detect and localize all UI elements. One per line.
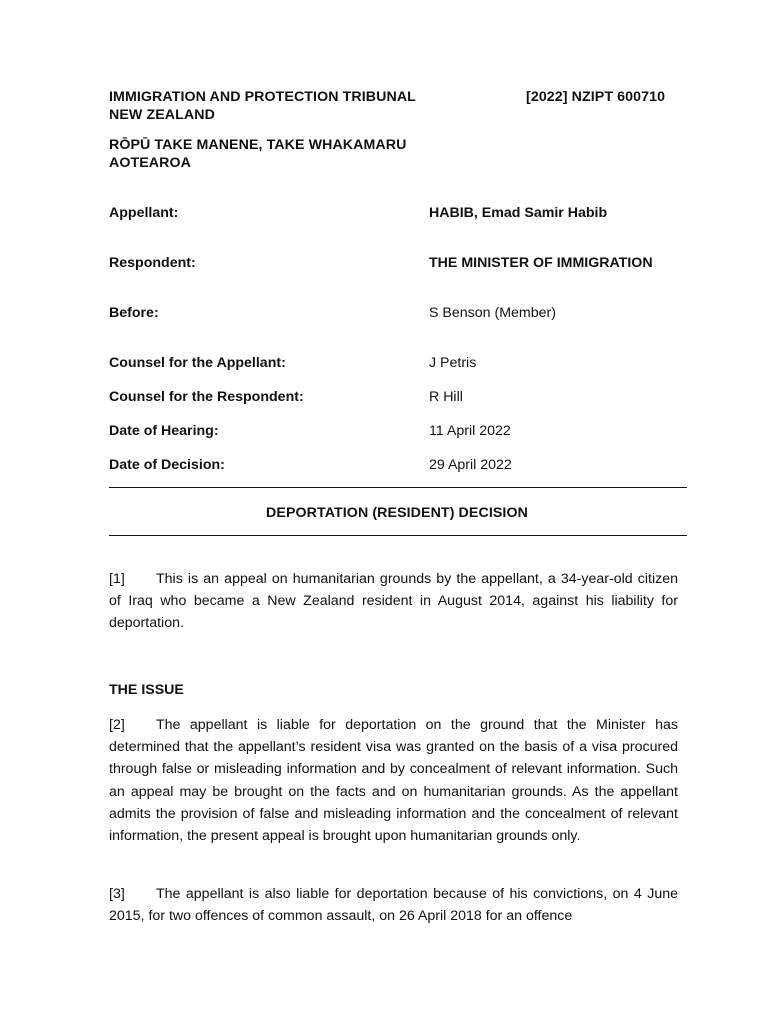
- title-top-rule: [109, 487, 687, 488]
- tribunal-country: NEW ZEALAND: [109, 107, 215, 123]
- counsel-respondent-label: Counsel for the Respondent:: [109, 389, 304, 405]
- paragraph-1: [109, 568, 678, 635]
- paragraph-text: The appellant is also liable for deportation because of his convictions, on 4 June 2015, for two offences of common assault, on 26 April 2018 for an offence: [109, 886, 678, 925]
- appellant-label: Appellant:: [109, 205, 179, 221]
- case-citation: [2022] NZIPT 600710: [526, 89, 666, 105]
- respondent-value: THE MINISTER OF IMMIGRATION: [429, 255, 653, 271]
- counsel-respondent-value: R Hill: [429, 389, 463, 405]
- counsel-appellant-label: Counsel for the Appellant:: [109, 355, 286, 371]
- maori-tribunal-country: AOTEAROA: [109, 155, 191, 171]
- hearing-date-label: Date of Hearing:: [109, 423, 219, 439]
- maori-tribunal-name: RŌPŪ TAKE MANENE, TAKE WHAKAMARU: [109, 137, 407, 153]
- before-label: Before:: [109, 305, 159, 321]
- decision-date-value: 29 April 2022: [429, 457, 512, 473]
- paragraph-number: [2]: [109, 717, 125, 733]
- title-bottom-rule: [109, 535, 687, 536]
- section-heading-issue: THE ISSUE: [109, 682, 184, 698]
- paragraph-2: [109, 714, 678, 847]
- decision-title: DEPORTATION (RESIDENT) DECISION: [266, 505, 528, 521]
- hearing-date-value: 11 April 2022: [429, 423, 511, 439]
- before-value: S Benson (Member): [429, 305, 556, 321]
- decision-date-label: Date of Decision:: [109, 457, 225, 473]
- respondent-label: Respondent:: [109, 255, 196, 271]
- counsel-appellant-value: J Petris: [429, 355, 477, 371]
- tribunal-name: IMMIGRATION AND PROTECTION TRIBUNAL: [109, 89, 416, 105]
- paragraph-number: [3]: [109, 886, 125, 902]
- paragraph-number: [1]: [109, 571, 125, 587]
- paragraph-text: The appellant is liable for deportation on the ground that the Minister has determined that the appellant’s resident visa was granted on the basis of a visa procured through false or misleading information and by concealment of relevant information. Such an appeal may be brought on the facts and on humanitarian grounds. As the appellant admits the provision of false and misleading information and the concealment of relevant information, the present appeal is brought upon humanitarian grounds only.: [109, 717, 678, 845]
- appellant-value: HABIB, Emad Samir Habib: [429, 205, 608, 221]
- paragraph-3: [109, 883, 678, 927]
- paragraph-text: This is an appeal on humanitarian grounds by the appellant, a 34-year-old citizen of Iraq who became a New Zealand resident in August 2014, against his liability for deportation.: [109, 571, 678, 632]
